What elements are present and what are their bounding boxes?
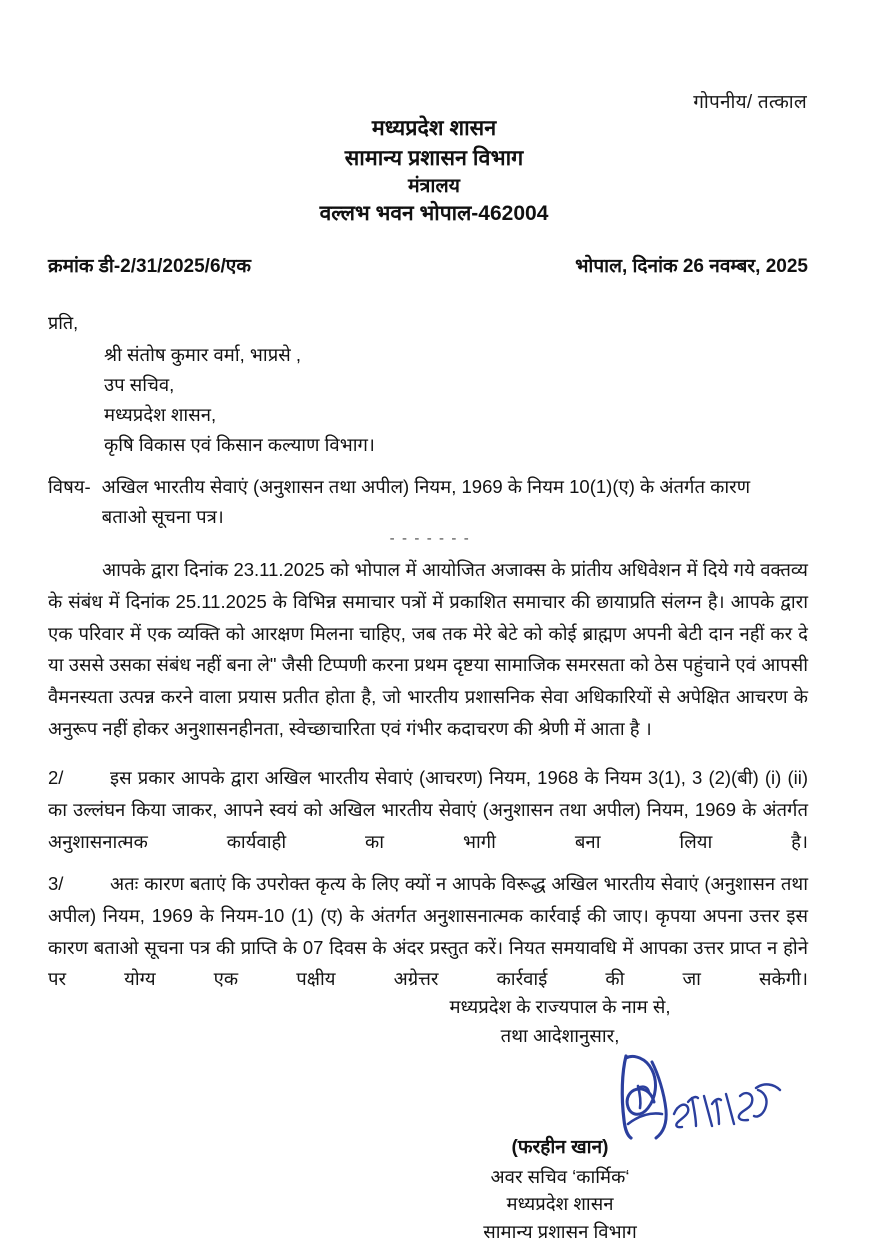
subject-label: विषय- bbox=[48, 476, 91, 497]
subject-block bbox=[48, 472, 810, 532]
section-separator-dashes: - - - - - - - bbox=[389, 530, 471, 547]
letterhead-line-government: मध्यप्रदेश शासन bbox=[371, 116, 497, 140]
paragraph-3-text: अतः कारण बताएं कि उपरोक्त कृत्य के लिए क्यों न आपके विरूद्ध अखिल भारतीय सेवाएं (अनुशासन तथा अपील) नियम, 1969 के नियम-10 (1) (ए) के अंतर्गत अनुशासनात्मक कार्रवाई की जाए। कृपया अपना उत्तर इस कारण बताओ सूचना पत्र की प्राप्ति के 07 दिवस के अंदर प्रस्तुत करें। नियत समयावधि में आपका उत्तर प्राप्त न होने पर योग्य एक पक्षीय अग्रेत्तर कार्रवाई की जा सकेगी। bbox=[48, 873, 808, 990]
closing-block bbox=[0, 992, 870, 1050]
subject-text-line-1: अखिल भारतीय सेवाएं (अनुशासन तथा अपील) नियम, 1969 के नियम 10(1)(ए) के अंतर्गत कारण bbox=[101, 476, 751, 497]
reference-number: क्रमांक डी-2/31/2025/6/एक bbox=[48, 256, 251, 277]
signatory-government: मध्यप्रदेश शासन bbox=[506, 1193, 614, 1215]
letterhead bbox=[0, 114, 869, 229]
letterhead-line-department: सामान्य प्रशासन विभाग bbox=[344, 145, 524, 170]
addressee-line-department: कृषि विकास एवं किसान कल्याण विभाग। bbox=[104, 433, 375, 455]
confidential-marking: गोपनीय/ तत्काल bbox=[693, 92, 807, 113]
signatory-department: सामान्य प्रशासन विभाग bbox=[483, 1221, 637, 1242]
paragraph-3-number: 3/ bbox=[48, 873, 64, 894]
addressee-block bbox=[48, 310, 375, 460]
letterhead-line-secretariat: मंत्रालय bbox=[407, 175, 460, 198]
subject-text bbox=[102, 472, 810, 532]
closing-line-byorder: तथा आदेशानुसार, bbox=[500, 1025, 620, 1047]
addressee-lines bbox=[104, 340, 375, 460]
paragraph-2-text: इस प्रकार आपके द्वारा अखिल भारतीय सेवाएं (आचरण) नियम, 1968 के नियम 3(1), 3 (2)(बी) (i) (ii) का उल्लंघन किया जाकर, आपने स्वयं को अखिल भारतीय सेवाएं (अनुशासन तथा अपील) नियम, 1969 के अंतर्गत अनुशासनात्मक कार्यवाही का भागी बना लिया है। bbox=[48, 767, 808, 852]
signatory-designation: अवर सचिव ‘कार्मिक‘ bbox=[490, 1165, 630, 1187]
reference-row bbox=[48, 252, 810, 278]
paragraph-1-text: आपके द्वारा दिनांक 23.11.2025 को भोपाल में आयोजित अजाक्स के प्रांतीय अधिवेशन में दिये गये वक्तव्य के संबंध में दिनांक 25.11.2025 के विभिन्न समाचार पत्रों में प्रकाशित समाचार की छायाप्रति संलग्न है। आपके द्वारा एक परिवार में एक व्यक्ति को आरक्षण मिलना चाहिए, जब तक मेरे बेटे को कोई ब्राह्मण अपनी बेटी दान नहीं कर दे या उससे उसका संबंध नहीं बना ले" जैसी टिप्पणी करना प्रथम दृष्टया सामाजिक समरसता को ठेस पहुंचाने एवं आपसी वैमनस्यता उत्पन्न करने वाला प्रयास प्रतीत होता है, जो भारतीय प्रशासनिक सेवा अधिकारियों से अपेक्षित आचरण के अनुरूप नहीं होकर अनुशासनहीनता, स्वेच्छाचारिता एवं गंभीर कदाचरण की श्रेणी में आता है । bbox=[48, 559, 808, 740]
paragraph-2-number: 2/ bbox=[48, 767, 64, 788]
addressee-to-label: प्रति, bbox=[48, 313, 79, 333]
addressee-line-government: मध्यप्रदेश शासन, bbox=[104, 403, 217, 425]
place-and-date: भोपाल, दिनांक 26 नवम्बर, 2025 bbox=[575, 256, 808, 277]
letterhead-line-address: वल्लभ भवन भोपाल-462004 bbox=[319, 202, 549, 226]
section-separator bbox=[0, 530, 870, 547]
signatory-block bbox=[0, 1134, 870, 1246]
addressee-line-name: श्री संतोष कुमार वर्मा, भाप्रसे , bbox=[104, 343, 302, 365]
closing-line-governor: मध्यप्रदेश के राज्यपाल के नाम से, bbox=[449, 996, 671, 1017]
subject-text-line-2: बताओ सूचना पत्र। bbox=[101, 505, 224, 527]
addressee-line-designation: उप सचिव, bbox=[104, 373, 175, 395]
signatory-name: (फरहीन खान) bbox=[511, 1137, 609, 1158]
paragraph-1 bbox=[48, 554, 808, 745]
